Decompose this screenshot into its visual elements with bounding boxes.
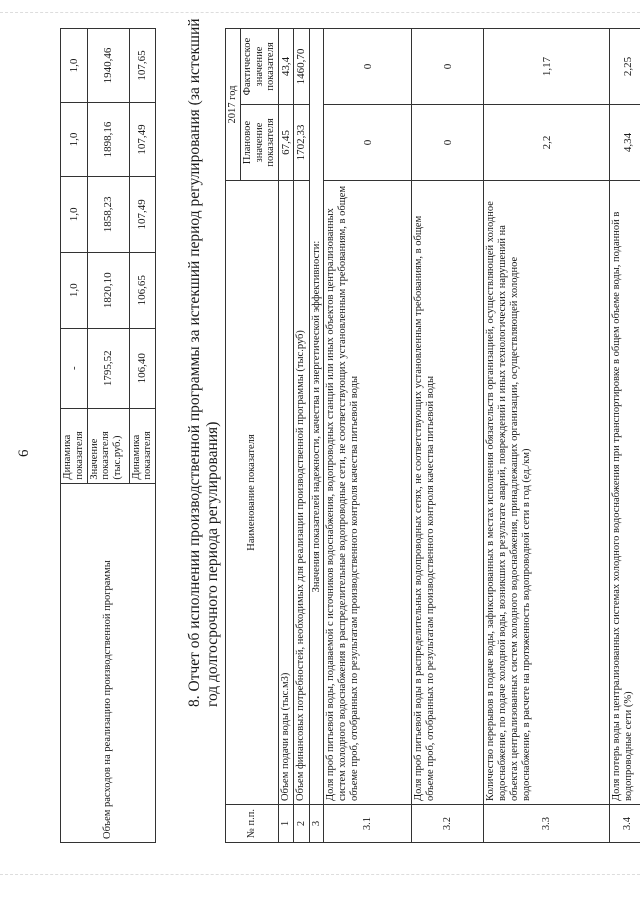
header-actual: Фактическое значение показателя	[240, 29, 278, 105]
planned-value: 4,34	[610, 105, 640, 181]
row-num: 3	[309, 805, 324, 843]
table-row	[484, 29, 610, 843]
row-num: 3.1	[324, 805, 412, 843]
row-num: 3.4	[610, 805, 640, 843]
row-num: 3.2	[412, 805, 484, 843]
value-cell: 1898,16	[87, 102, 129, 176]
row-name: Объем подачи воды (тыс.м3)	[279, 180, 294, 804]
actual-value: 1,17	[484, 29, 610, 105]
table-row	[324, 29, 412, 843]
planned-value: 0	[412, 105, 484, 181]
header-num: № п.п.	[226, 805, 279, 843]
value-cell: 1858,23	[87, 176, 129, 252]
table-row	[309, 29, 324, 843]
table-row	[294, 29, 309, 843]
row-name: Объем финансовых потребностей, необходимых для реализации производственной программы (тыс.руб)	[294, 180, 309, 804]
actual-value: 0	[324, 29, 412, 105]
actual-value: 0	[412, 29, 484, 105]
value-cell: 1,0	[61, 29, 88, 103]
expense-label: Объем расходов на реализацию производственной программы	[61, 483, 156, 842]
row-num: 1	[279, 805, 294, 843]
row-kind: Динамика показателя	[61, 408, 88, 483]
header-name: Наименование показателя	[226, 180, 279, 804]
planned-value: 2,2	[484, 105, 610, 181]
row-name: Доля проб питьевой воды в распределительных водопроводных сетях, не соответствующих установленным требованиям, в общем объеме проб, отобранных по результатам производственного контроля качества питьевой воды	[412, 180, 484, 804]
value-cell: 106,65	[129, 252, 156, 328]
row-kind: Динамика показателя	[129, 408, 156, 483]
value-cell: 1940,46	[87, 29, 129, 103]
table-header-row	[226, 29, 241, 843]
value-cell: 107,49	[129, 176, 156, 252]
value-cell: 1,0	[61, 252, 88, 328]
planned-value: 1702,33	[294, 105, 309, 181]
actual-value: 1460,70	[294, 29, 309, 105]
value-cell: -	[61, 328, 88, 408]
table-row	[61, 29, 88, 843]
planned-value: 0	[324, 105, 412, 181]
row-kind: Значение показателя (тыс.руб.)	[87, 408, 129, 483]
scan-artifact-line	[0, 874, 640, 875]
row-name: Доля потерь воды в централизованных системах холодного водоснабжения при транспортировке в общем объеме воды, поданной в водопроводные сети (%)	[610, 180, 640, 804]
expense-table	[60, 28, 156, 843]
actual-value: 2,25	[610, 29, 640, 105]
value-cell: 107,65	[129, 29, 156, 103]
row-num: 2	[294, 805, 309, 843]
row-num: 3.3	[484, 805, 610, 843]
row-name: Доля проб питьевой воды, подаваемой с источников водоснабжения, водопроводных станций или иных объектов централизованных систем холодного водоснабжения в распределительные водопроводные сети, не соответствующих установленным требованиям, в общем объеме проб, отобранных по результатам производственного контроля качества питьевой воды	[324, 180, 412, 804]
page-number: 6	[16, 449, 32, 457]
table-row	[412, 29, 484, 843]
value-cell: 106,40	[129, 328, 156, 408]
value-cell: 1820,10	[87, 252, 129, 328]
planned-value: 67,45	[279, 105, 294, 181]
table-row	[279, 29, 294, 843]
header-year: 2017 год	[226, 29, 241, 181]
scan-artifact-line	[0, 12, 640, 13]
value-cell: 107,49	[129, 102, 156, 176]
header-planned: Плановое значение показателя	[240, 105, 278, 181]
table-row	[610, 29, 640, 843]
actual-value: 43,4	[279, 29, 294, 105]
report-table	[225, 28, 640, 843]
value-cell: 1,0	[61, 102, 88, 176]
value-cell: 1,0	[61, 176, 88, 252]
row-name: Количество перерывов в подаче воды, зафиксированных в местах исполнения обязательств организацией, осуществляющей холодное водоснабжение, по подаче холодной воды, возникших в результате аварий, повреждений и иных технологических нарушений на объектах централизованных систем холодного водоснабжения, принадлежащих организации, осуществляющей холодное водоснабжение, в расчете на протяженность водопроводной сети в год (ед./км)	[484, 180, 610, 804]
row-name: Значения показателей надежности, качества и энергетической эффективности:	[309, 29, 324, 805]
value-cell: 1795,52	[87, 328, 129, 408]
section-title: 8. Отчет об исполнении производственной программы за истекший период регулирования (за истекший год долгосрочного периода регулирования)	[186, 18, 221, 707]
